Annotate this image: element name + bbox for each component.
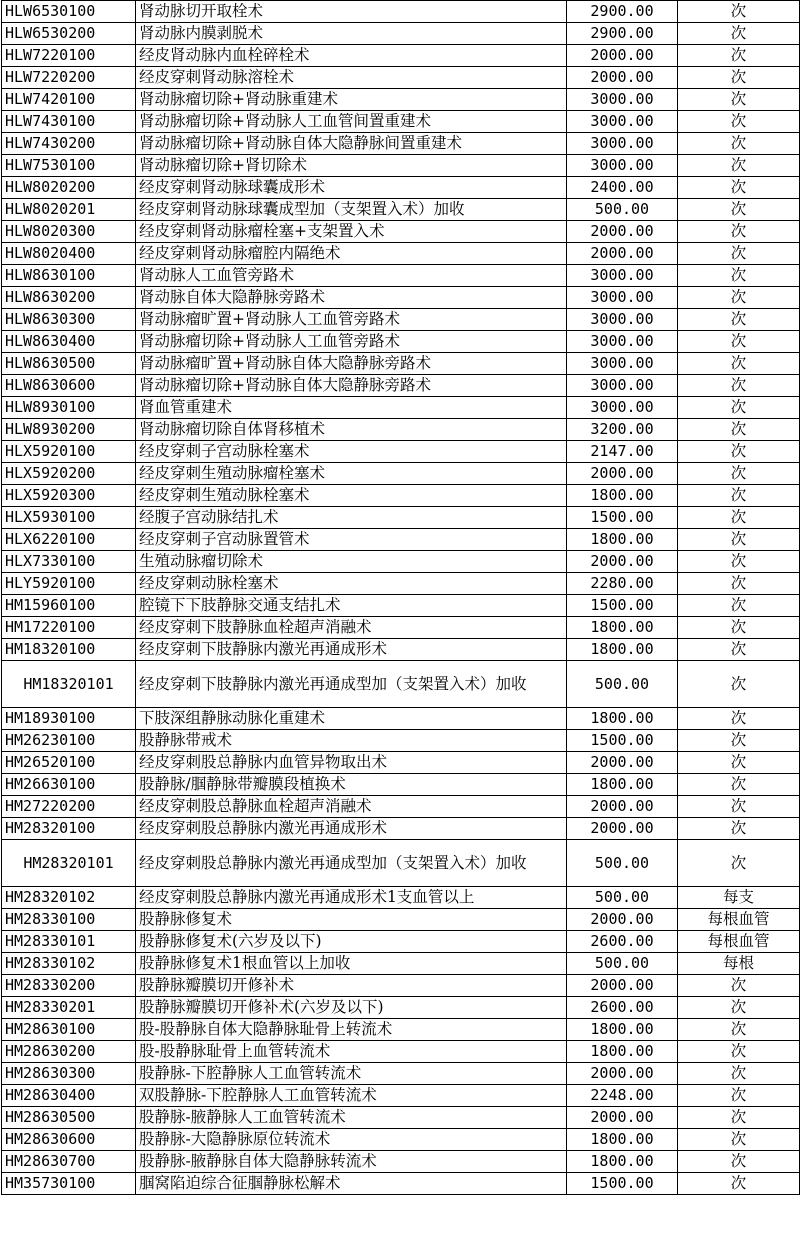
item-name-cell: 经皮肾动脉内血栓碎栓术 [136,45,567,67]
item-price-cell: 1500.00 [567,507,678,529]
table-row [2,89,800,111]
table-row [2,997,800,1019]
item-code-cell: HLY5920100 [2,573,136,595]
table-row [2,931,800,953]
item-code-cell: HLW6530100 [2,1,136,23]
item-price-cell: 2000.00 [567,551,678,573]
item-code-cell: HLX6220100 [2,529,136,551]
table-row [2,265,800,287]
item-unit-cell: 次 [678,796,800,818]
item-price-cell: 1500.00 [567,1173,678,1195]
item-price-cell: 2000.00 [567,909,678,931]
item-code-cell: HLW8020400 [2,243,136,265]
item-code-cell: HLW7530100 [2,155,136,177]
table-row [2,1063,800,1085]
item-unit-cell: 每根血管 [678,931,800,953]
item-unit-cell: 次 [678,975,800,997]
item-price-cell: 1800.00 [567,529,678,551]
item-code-cell: HLX7330100 [2,551,136,573]
item-price-cell: 1800.00 [567,774,678,796]
item-name-cell: 股静脉-大隐静脉原位转流术 [136,1129,567,1151]
item-name-cell: 肾动脉瘤切除+肾动脉自体大隐静脉旁路术 [136,375,567,397]
item-name-cell: 股静脉-腋静脉人工血管转流术 [136,1107,567,1129]
price-table [1,0,800,1195]
item-unit-cell: 次 [678,529,800,551]
item-unit-cell: 次 [678,1173,800,1195]
item-price-cell: 2000.00 [567,1107,678,1129]
item-code-cell: HM35730100 [2,1173,136,1195]
table-row [2,287,800,309]
item-code-cell: HM15960100 [2,595,136,617]
table-row [2,774,800,796]
item-code-cell: HLW8930200 [2,419,136,441]
item-name-cell: 经皮穿刺肾动脉瘤栓塞+支架置入术 [136,221,567,243]
item-price-cell: 2248.00 [567,1085,678,1107]
item-code-cell: HM28320101 [2,840,136,887]
item-name-cell: 肾血管重建术 [136,397,567,419]
item-name-cell: 肾动脉瘤切除自体肾移植术 [136,419,567,441]
item-code-cell: HM26520100 [2,752,136,774]
item-unit-cell: 次 [678,1041,800,1063]
item-unit-cell: 次 [678,441,800,463]
item-unit-cell: 次 [678,1019,800,1041]
item-unit-cell: 次 [678,661,800,708]
item-unit-cell: 次 [678,155,800,177]
item-unit-cell: 次 [678,419,800,441]
item-price-cell: 3000.00 [567,265,678,287]
table-row [2,419,800,441]
item-price-cell: 3000.00 [567,375,678,397]
item-code-cell: HM18320101 [2,661,136,708]
item-price-cell: 2000.00 [567,796,678,818]
item-code-cell: HM28630600 [2,1129,136,1151]
item-price-cell: 3200.00 [567,419,678,441]
item-name-cell: 股静脉带戒术 [136,730,567,752]
item-unit-cell: 次 [678,133,800,155]
table-row [2,1151,800,1173]
item-code-cell: HLW8630400 [2,331,136,353]
price-table-body [2,1,800,1195]
item-unit-cell: 次 [678,1063,800,1085]
table-row [2,953,800,975]
item-code-cell: HLW8020200 [2,177,136,199]
item-name-cell: 股静脉-下腔静脉人工血管转流术 [136,1063,567,1085]
table-row [2,573,800,595]
item-name-cell: 经皮穿刺股总静脉内激光再通成型加（支架置入术）加收 [136,840,567,887]
item-unit-cell: 次 [678,708,800,730]
item-name-cell: 股静脉修复术1根血管以上加收 [136,953,567,975]
table-row [2,353,800,375]
table-row [2,617,800,639]
item-unit-cell: 次 [678,265,800,287]
item-name-cell: 经皮穿刺下肢静脉血栓超声消融术 [136,617,567,639]
item-unit-cell: 次 [678,595,800,617]
item-code-cell: HM26230100 [2,730,136,752]
item-code-cell: HM17220100 [2,617,136,639]
item-price-cell: 500.00 [567,661,678,708]
item-unit-cell: 次 [678,199,800,221]
table-row [2,177,800,199]
item-name-cell: 经皮穿刺子宫动脉栓塞术 [136,441,567,463]
table-row [2,1019,800,1041]
item-name-cell: 肾动脉瘤切除+肾动脉自体大隐静脉间置重建术 [136,133,567,155]
table-row [2,752,800,774]
table-row [2,133,800,155]
item-code-cell: HLW8020201 [2,199,136,221]
item-unit-cell: 次 [678,1,800,23]
item-name-cell: 肾动脉瘤旷置+肾动脉自体大隐静脉旁路术 [136,353,567,375]
item-price-cell: 1800.00 [567,708,678,730]
item-code-cell: HM28630400 [2,1085,136,1107]
table-row [2,111,800,133]
item-price-cell: 1800.00 [567,1129,678,1151]
table-row [2,796,800,818]
table-row [2,1085,800,1107]
item-code-cell: HLW8630100 [2,265,136,287]
item-name-cell: 肾动脉瘤旷置+肾动脉人工血管旁路术 [136,309,567,331]
item-unit-cell: 次 [678,1107,800,1129]
item-code-cell: HM28630300 [2,1063,136,1085]
table-row [2,1,800,23]
item-name-cell: 肾动脉切开取栓术 [136,1,567,23]
item-unit-cell: 次 [678,573,800,595]
table-row [2,595,800,617]
item-price-cell: 2000.00 [567,1063,678,1085]
table-row [2,155,800,177]
item-price-cell: 1500.00 [567,595,678,617]
item-name-cell: 股静脉瓣膜切开修补术(六岁及以下) [136,997,567,1019]
table-row [2,507,800,529]
item-name-cell: 股静脉瓣膜切开修补术 [136,975,567,997]
item-price-cell: 3000.00 [567,397,678,419]
item-price-cell: 2000.00 [567,221,678,243]
item-unit-cell: 次 [678,997,800,1019]
item-unit-cell: 次 [678,463,800,485]
table-row [2,67,800,89]
item-code-cell: HM28330100 [2,909,136,931]
item-price-cell: 3000.00 [567,353,678,375]
item-name-cell: 生殖动脉瘤切除术 [136,551,567,573]
table-row [2,23,800,45]
item-unit-cell: 每支 [678,887,800,909]
item-code-cell: HLW8630500 [2,353,136,375]
table-row [2,397,800,419]
item-code-cell: HM28330201 [2,997,136,1019]
item-name-cell: 腔镜下下肢静脉交通支结扎术 [136,595,567,617]
item-name-cell: 经皮穿刺动脉栓塞术 [136,573,567,595]
item-code-cell: HM28630100 [2,1019,136,1041]
item-code-cell: HLX5920200 [2,463,136,485]
table-row [2,909,800,931]
item-code-cell: HLX5920300 [2,485,136,507]
item-name-cell: 经皮穿刺生殖动脉瘤栓塞术 [136,463,567,485]
item-code-cell: HLX5930100 [2,507,136,529]
item-name-cell: 经皮穿刺肾动脉球囊成形术 [136,177,567,199]
item-name-cell: 下肢深组静脉动脉化重建术 [136,708,567,730]
item-unit-cell: 次 [678,287,800,309]
item-price-cell: 2000.00 [567,463,678,485]
item-unit-cell: 次 [678,397,800,419]
item-name-cell: 经皮穿刺股总静脉内激光再通成形术 [136,818,567,840]
table-row [2,1041,800,1063]
item-unit-cell: 每根血管 [678,909,800,931]
item-code-cell: HM28630200 [2,1041,136,1063]
table-row [2,1129,800,1151]
table-row [2,1107,800,1129]
item-unit-cell: 次 [678,353,800,375]
item-price-cell: 3000.00 [567,89,678,111]
item-price-cell: 3000.00 [567,111,678,133]
item-code-cell: HLW8630600 [2,375,136,397]
table-row [2,551,800,573]
item-name-cell: 经皮穿刺子宫动脉置管术 [136,529,567,551]
table-row [2,1173,800,1195]
item-code-cell: HLW7420100 [2,89,136,111]
item-price-cell: 500.00 [567,840,678,887]
table-row [2,463,800,485]
item-code-cell: HM26630100 [2,774,136,796]
item-name-cell: 经皮穿刺肾动脉球囊成型加（支架置入术）加收 [136,199,567,221]
item-unit-cell: 次 [678,243,800,265]
item-name-cell: 经皮穿刺生殖动脉栓塞术 [136,485,567,507]
table-row [2,375,800,397]
item-unit-cell: 次 [678,89,800,111]
item-price-cell: 1800.00 [567,617,678,639]
item-unit-cell: 次 [678,485,800,507]
item-name-cell: 股静脉/腘静脉带瓣膜段植换术 [136,774,567,796]
item-name-cell: 股-股静脉耻骨上血管转流术 [136,1041,567,1063]
item-code-cell: HLW7220100 [2,45,136,67]
item-code-cell: HM28330200 [2,975,136,997]
table-row [2,309,800,331]
item-price-cell: 2000.00 [567,243,678,265]
item-name-cell: 肾动脉人工血管旁路术 [136,265,567,287]
table-row [2,485,800,507]
item-price-cell: 3000.00 [567,287,678,309]
item-code-cell: HLW7430100 [2,111,136,133]
item-price-cell: 500.00 [567,199,678,221]
item-price-cell: 2000.00 [567,818,678,840]
item-price-cell: 1500.00 [567,730,678,752]
item-unit-cell: 次 [678,221,800,243]
item-price-cell: 1800.00 [567,1019,678,1041]
table-row [2,529,800,551]
item-price-cell: 2600.00 [567,997,678,1019]
item-name-cell: 肾动脉瘤切除+肾动脉重建术 [136,89,567,111]
item-price-cell: 2900.00 [567,1,678,23]
item-code-cell: HLW6530200 [2,23,136,45]
item-price-cell: 2280.00 [567,573,678,595]
item-name-cell: 经皮穿刺股总静脉内血管异物取出术 [136,752,567,774]
item-unit-cell: 次 [678,67,800,89]
item-price-cell: 2400.00 [567,177,678,199]
table-row [2,331,800,353]
item-price-cell: 3000.00 [567,155,678,177]
table-row [2,887,800,909]
item-name-cell: 经皮穿刺下肢静脉内激光再通成型加（支架置入术）加收 [136,661,567,708]
item-unit-cell: 次 [678,177,800,199]
item-unit-cell: 每根 [678,953,800,975]
item-code-cell: HM28320102 [2,887,136,909]
item-code-cell: HM28320100 [2,818,136,840]
item-unit-cell: 次 [678,1085,800,1107]
table-row [2,199,800,221]
item-unit-cell: 次 [678,840,800,887]
table-row [2,708,800,730]
table-row [2,243,800,265]
table-row [2,45,800,67]
item-name-cell: 经皮穿刺肾动脉瘤腔内隔绝术 [136,243,567,265]
item-code-cell: HM28630700 [2,1151,136,1173]
item-unit-cell: 次 [678,1129,800,1151]
item-code-cell: HM18320100 [2,639,136,661]
item-price-cell: 3000.00 [567,309,678,331]
item-name-cell: 经皮穿刺下肢静脉内激光再通成形术 [136,639,567,661]
item-price-cell: 500.00 [567,887,678,909]
item-name-cell: 经皮穿刺肾动脉溶栓术 [136,67,567,89]
item-unit-cell: 次 [678,331,800,353]
item-unit-cell: 次 [678,551,800,573]
item-unit-cell: 次 [678,507,800,529]
item-price-cell: 2600.00 [567,931,678,953]
item-name-cell: 肾动脉自体大隐静脉旁路术 [136,287,567,309]
item-price-cell: 1800.00 [567,485,678,507]
item-name-cell: 股静脉-腋静脉自体大隐静脉转流术 [136,1151,567,1173]
item-name-cell: 经腹子宫动脉结扎术 [136,507,567,529]
item-unit-cell: 次 [678,752,800,774]
item-price-cell: 2147.00 [567,441,678,463]
item-unit-cell: 次 [678,45,800,67]
item-code-cell: HM28330101 [2,931,136,953]
item-name-cell: 股-股静脉自体大隐静脉耻骨上转流术 [136,1019,567,1041]
item-price-cell: 2000.00 [567,752,678,774]
item-price-cell: 3000.00 [567,331,678,353]
item-name-cell: 经皮穿刺股总静脉血栓超声消融术 [136,796,567,818]
item-price-cell: 1800.00 [567,1151,678,1173]
item-code-cell: HLW8630300 [2,309,136,331]
item-unit-cell: 次 [678,818,800,840]
item-code-cell: HLW7430200 [2,133,136,155]
item-price-cell: 1800.00 [567,639,678,661]
item-code-cell: HM28330102 [2,953,136,975]
item-price-cell: 2000.00 [567,45,678,67]
item-price-cell: 1800.00 [567,1041,678,1063]
item-unit-cell: 次 [678,111,800,133]
table-row [2,639,800,661]
item-name-cell: 肾动脉内膜剥脱术 [136,23,567,45]
item-code-cell: HM28630500 [2,1107,136,1129]
table-row [2,975,800,997]
item-name-cell: 经皮穿刺股总静脉内激光再通成形术1支血管以上 [136,887,567,909]
item-code-cell: HLW7220200 [2,67,136,89]
item-price-cell: 3000.00 [567,133,678,155]
item-price-cell: 2000.00 [567,67,678,89]
item-code-cell: HM18930100 [2,708,136,730]
table-row [2,840,800,887]
item-price-cell: 500.00 [567,953,678,975]
item-code-cell: HM27220200 [2,796,136,818]
item-unit-cell: 次 [678,375,800,397]
item-name-cell: 肾动脉瘤切除+肾动脉人工血管旁路术 [136,331,567,353]
item-code-cell: HLW8930100 [2,397,136,419]
item-code-cell: HLX5920100 [2,441,136,463]
item-unit-cell: 次 [678,774,800,796]
item-unit-cell: 次 [678,639,800,661]
item-price-cell: 2900.00 [567,23,678,45]
item-code-cell: HLW8630200 [2,287,136,309]
item-unit-cell: 次 [678,23,800,45]
item-name-cell: 肾动脉瘤切除+肾切除术 [136,155,567,177]
table-row [2,661,800,708]
item-name-cell: 股静脉修复术 [136,909,567,931]
item-name-cell: 肾动脉瘤切除+肾动脉人工血管间置重建术 [136,111,567,133]
table-row [2,818,800,840]
table-row [2,441,800,463]
item-name-cell: 股静脉修复术(六岁及以下) [136,931,567,953]
item-name-cell: 腘窝陷迫综合征腘静脉松解术 [136,1173,567,1195]
item-unit-cell: 次 [678,309,800,331]
table-row [2,221,800,243]
item-unit-cell: 次 [678,1151,800,1173]
item-unit-cell: 次 [678,730,800,752]
table-row [2,730,800,752]
item-unit-cell: 次 [678,617,800,639]
item-code-cell: HLW8020300 [2,221,136,243]
item-price-cell: 2000.00 [567,975,678,997]
item-name-cell: 双股静脉-下腔静脉人工血管转流术 [136,1085,567,1107]
